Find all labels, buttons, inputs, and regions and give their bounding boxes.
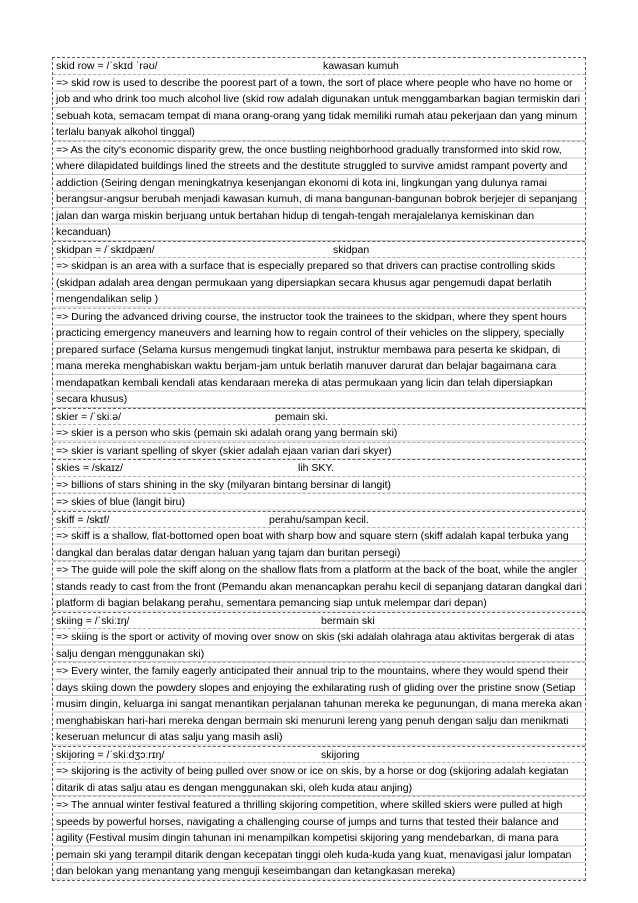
headword: skier = /ˈskiːə/: [56, 410, 122, 423]
definition: => skidpan is an area with a surface that is especially prepared so that drivers can practise controlling skids (skidpan adalah area dengan permukaan yang dipersiapkan secara khusus agar pengemudi dapat berlatih mengendalikan selip ): [53, 258, 585, 309]
meaning: bermain ski: [321, 614, 375, 627]
headword: skijoring = /ˈskiːdʒɔːrɪŋ/: [56, 748, 165, 761]
definition: => skiing is the sport or activity of moving over snow on skis (ski adalah olahraga atau aktivitas bergerak di atas salju dengan menggunakan ski): [53, 629, 585, 663]
example: => During the advanced driving course, the instructor took the trainees to the skidpan, where they spent hours practicing emergency maneuvers and learning how to regain control of their vehicles on the slippery, specially prepared surface (Selama kursus mengemudi tingkat lanjut, instruktur membawa para peserta ke skidpan, di mana mereka menghabiskan waktu berjam-jam untuk berlatih manuver darurat dan belajar bagaimana cara mendapatkan kembali kendali atas kendaraan mereka di atas permukaan yang licin dan telah dipersiapkan secara khusus): [53, 309, 585, 408]
example: => The annual winter festival featured a thrilling skijoring competition, where skilled skiers were pulled at high speeds by powerful horses, navigating a challenging course of jumps and turns that tested their balance and agility (Festival musim dingin tahunan ini menampilkan kompetisi skijoring yang mendebarkan, di mana para pemain ski yang terampil ditarik dengan kecepatan tinggi oleh kuda-kuda yang kuat, menavigasi jalur lompatan dan belokan yang menantang yang menguji keseimbangan dan ketangkasan mereka): [53, 797, 585, 880]
definition: => skid row is used to describe the poorest part of a town, the sort of place where people who have no home or job and who drink too much alcohol live (skid row adalah digunakan untuk menggambarkan bagian termiskin dari sebuah kota, semacam tempat di mana orang-orang yang tidak memiliki rumah atau pekerjaan dan yang minum terlalu banyak alkohol tinggal): [53, 75, 585, 142]
entry-skier: [53, 409, 585, 461]
meaning: skidpan: [333, 243, 370, 256]
entry-skid-row: [53, 58, 585, 242]
dictionary-page: [52, 57, 586, 881]
example: => As the city's economic disparity grew, the once bustling neighborhood gradually transformed into skid row, where dilapidated buildings lined the streets and the destitute struggled to survive amidst rampant poverty and addiction (Seiring dengan meningkatnya kesenjangan ekonomi di kota ini, lingkungan yang dulunya ramai berangsur-angsur berubah menjadi kawasan kumuh, di mana bangunan-bangunan bobrok berjejer di sepanjang jalan dan warga miskin berjuang untuk bertahan hidup di tengah-tengah merajalelanya kemiskinan dan kecanduan): [53, 142, 585, 241]
entry-skijoring: [53, 747, 585, 880]
entry-header: [53, 512, 585, 529]
entry-header: [53, 613, 585, 630]
meaning: perahu/sampan kecil.: [269, 513, 369, 526]
example: => Every winter, the family eagerly anticipated their annual trip to the mountains, where they would spend their days skiing down the powdery slopes and enjoying the exhilarating rush of gliding over the pristine snow (Setiap musim dingin, keluarga ini sangat menantikan perjalanan tahunan mereka ke pegunungan, di mana mereka akan menghabiskan hari-hari mereka dengan bermain ski menuruni lereng yang penuh dengan salju dan menikmati keseruan meluncur di atas salju yang masih asli): [53, 663, 585, 746]
entry-header: [53, 242, 585, 259]
meaning: kawasan kumuh: [323, 60, 399, 72]
entry-header: [53, 460, 585, 477]
meaning: pemain ski.: [275, 410, 329, 423]
meaning: skijoring: [321, 748, 360, 761]
meaning: lih SKY.: [298, 462, 334, 474]
entry-header: [53, 409, 585, 426]
headword: skidpan = /ˈskɪdpæn/: [56, 243, 155, 256]
definition-variant: => skier is variant spelling of skyer (skier adalah ejaan varian dari skyer): [53, 443, 585, 460]
entry-skies: [53, 460, 585, 512]
entry-header: [53, 58, 585, 75]
entry-skiing: [53, 613, 585, 747]
headword: skies = /skaɪz/: [56, 462, 124, 474]
entry-header: [53, 747, 585, 764]
headword: skiff = /skɪf/: [56, 513, 110, 526]
entry-skidpan: [53, 242, 585, 409]
headword: skid row = /ˈskɪd ˈrəʊ/: [56, 60, 158, 72]
definition: => skier is a person who skis (pemain ski adalah orang yang bermain ski): [53, 425, 585, 443]
definition: => skiff is a shallow, flat-bottomed open boat with sharp bow and square stern (skiff adalah kapal terbuka yang dangkal dan beralas datar dengan haluan yang tajam dan buritan persegi): [53, 528, 585, 562]
definition: => skijoring is the activity of being pulled over snow or ice on skis, by a horse or dog (skijoring adalah kegiatan ditarik di atas salju atau es dengan menggunakan ski, oleh kuda atau anjing): [53, 763, 585, 797]
example: => skies of blue (langit biru): [53, 494, 585, 511]
entry-skiff: [53, 512, 585, 613]
headword: skiing = /ˈskiːɪŋ/: [56, 614, 130, 627]
example: => The guide will pole the skiff along on the shallow flats from a platform at the back of the boat, while the angler stands ready to cast from the front (Pemandu akan menancapkan perahu kecil di sepanjang dataran dangkal dari platform di bagian belakang perahu, sementara pemancing siap untuk melempar dari depan): [53, 562, 585, 612]
example: => billions of stars shining in the sky (milyaran bintang bersinar di langit): [53, 477, 585, 495]
